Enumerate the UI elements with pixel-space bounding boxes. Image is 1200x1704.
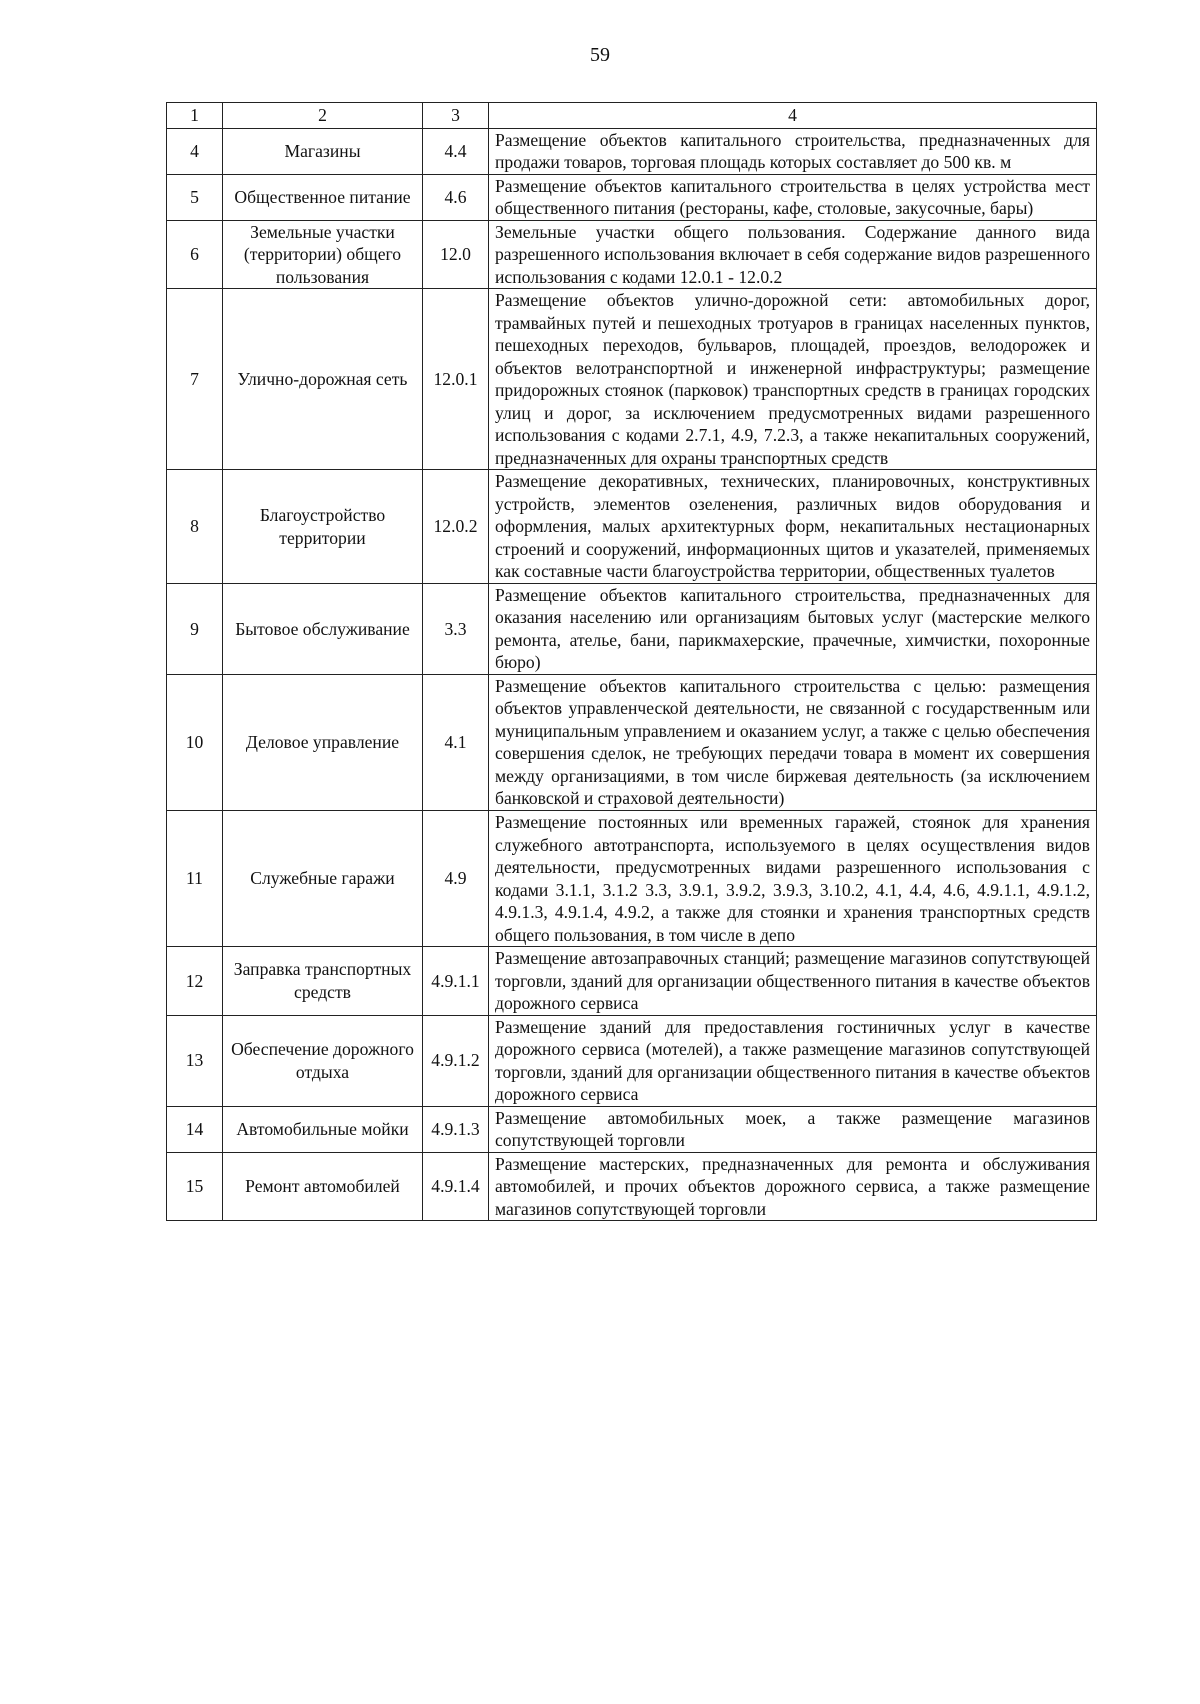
use-type-name: Служебные гаражи — [223, 810, 423, 946]
use-type-code: 3.3 — [423, 583, 489, 674]
use-type-description: Размещение объектов капитального строительства с целью: размещения объектов управленческой деятельности, не связанной с государственным или муниципальным управлением и оказанием услуг, а также с целью обеспечения совершения сделок, не требующих передачи товара в момент их совершения между организациями, в том числе биржевая деятельность (за исключением банковской и страховой деятельности) — [489, 674, 1097, 810]
table-row — [167, 289, 1097, 470]
table-body — [167, 128, 1097, 1221]
use-type-description: Размещение объектов улично-дорожной сети: автомобильных дорог, трамвайных путей и пешеходных тротуаров в границах населенных пунктов, пешеходных переходов, бульваров, площадей, проездов, велодорожек и объектов велотранспортной и инженерной инфраструктуры; размещение придорожных стоянок (парковок) транспортных средств в границах городских улиц и дорог, за исключением предусмотренных видами разрешенного использования с кодами 2.7.1, 4.9, 7.2.3, а также некапитальных сооружений, предназначенных для охраны транспортных средств — [489, 289, 1097, 470]
use-type-code: 4.1 — [423, 674, 489, 810]
use-type-description: Размещение объектов капитального строительства, предназначенных для оказания населению или организациям бытовых услуг (мастерские мелкого ремонта, ателье, бани, парикмахерские, прачечные, химчистки, похоронные бюро) — [489, 583, 1097, 674]
table-row — [167, 220, 1097, 289]
land-use-table — [166, 102, 1097, 1221]
use-type-name: Магазины — [223, 128, 423, 174]
row-number: 6 — [167, 220, 223, 289]
use-type-description: Размещение декоративных, технических, планировочных, конструктивных устройств, элементов озеленения, различных видов оборудования и оформления, малых архитектурных форм, некапитальных нестационарных строений и сооружений, информационных щитов и указателей, применяемых как составные части благоустройства территории, общественных туалетов — [489, 470, 1097, 584]
row-number: 11 — [167, 810, 223, 946]
use-type-description: Земельные участки общего пользования. Содержание данного вида разрешенного использования включает в себя содержание видов разрешенного использования с кодами 12.0.1 - 12.0.2 — [489, 220, 1097, 289]
column-header-4: 4 — [489, 103, 1097, 129]
use-type-code: 12.0.2 — [423, 470, 489, 584]
table-row — [167, 1152, 1097, 1221]
use-type-name: Заправка транспортных средств — [223, 947, 423, 1016]
table-row — [167, 1015, 1097, 1106]
use-type-name: Бытовое обслуживание — [223, 583, 423, 674]
use-type-code: 4.9.1.4 — [423, 1152, 489, 1221]
table-row — [167, 810, 1097, 946]
use-type-name: Общественное питание — [223, 174, 423, 220]
column-header-1: 1 — [167, 103, 223, 129]
use-type-name: Земельные участки (территории) общего пользования — [223, 220, 423, 289]
table-row — [167, 470, 1097, 584]
use-type-name: Деловое управление — [223, 674, 423, 810]
use-type-name: Благоустройство территории — [223, 470, 423, 584]
column-header-3: 3 — [423, 103, 489, 129]
table-row — [167, 128, 1097, 174]
use-type-code: 12.0.1 — [423, 289, 489, 470]
row-number: 15 — [167, 1152, 223, 1221]
row-number: 12 — [167, 947, 223, 1016]
use-type-description: Размещение автозаправочных станций; размещение магазинов сопутствующей торговли, зданий для организации общественного питания в качестве объектов дорожного сервиса — [489, 947, 1097, 1016]
use-type-name: Автомобильные мойки — [223, 1106, 423, 1152]
table-row — [167, 174, 1097, 220]
row-number: 4 — [167, 128, 223, 174]
column-header-2: 2 — [223, 103, 423, 129]
use-type-code: 4.9.1.1 — [423, 947, 489, 1016]
use-type-description: Размещение объектов капитального строительства в целях устройства мест общественного питания (рестораны, кафе, столовые, закусочные, бары) — [489, 174, 1097, 220]
row-number: 5 — [167, 174, 223, 220]
row-number: 9 — [167, 583, 223, 674]
row-number: 7 — [167, 289, 223, 470]
row-number: 14 — [167, 1106, 223, 1152]
use-type-code: 4.9 — [423, 810, 489, 946]
use-type-description: Размещение объектов капитального строительства, предназначенных для продажи товаров, торговая площадь которых составляет до 500 кв. м — [489, 128, 1097, 174]
use-type-description: Размещение зданий для предоставления гостиничных услуг в качестве дорожного сервиса (мотелей), а также размещение магазинов сопутствующей торговли, зданий для организации общественного питания в качестве объектов дорожного сервиса — [489, 1015, 1097, 1106]
page-number: 59 — [590, 44, 610, 66]
use-type-name: Обеспечение дорожного отдыха — [223, 1015, 423, 1106]
row-number: 8 — [167, 470, 223, 584]
table-header-row — [167, 103, 1097, 129]
use-type-name: Ремонт автомобилей — [223, 1152, 423, 1221]
row-number: 13 — [167, 1015, 223, 1106]
table-row — [167, 1106, 1097, 1152]
row-number: 10 — [167, 674, 223, 810]
table-row — [167, 947, 1097, 1016]
use-type-code: 4.9.1.3 — [423, 1106, 489, 1152]
use-type-description: Размещение автомобильных моек, а также размещение магазинов сопутствующей торговли — [489, 1106, 1097, 1152]
use-type-name: Улично-дорожная сеть — [223, 289, 423, 470]
table-row — [167, 674, 1097, 810]
use-type-description: Размещение мастерских, предназначенных для ремонта и обслуживания автомобилей, и прочих объектов дорожного сервиса, а также размещение магазинов сопутствующей торговли — [489, 1152, 1097, 1221]
use-type-description: Размещение постоянных или временных гаражей, стоянок для хранения служебного автотранспорта, используемого в целях осуществления видов деятельности, предусмотренных видами разрешенного использования с кодами 3.1.1, 3.1.2 3.3, 3.9.1, 3.9.2, 3.9.3, 3.10.2, 4.1, 4.4, 4.6, 4.9.1.1, 4.9.1.2, 4.9.1.3, 4.9.1.4, 4.9.2, а также для стоянки и хранения транспортных средств общего пользования, в том числе в депо — [489, 810, 1097, 946]
table-row — [167, 583, 1097, 674]
use-type-code: 4.6 — [423, 174, 489, 220]
use-type-code: 4.9.1.2 — [423, 1015, 489, 1106]
use-type-code: 12.0 — [423, 220, 489, 289]
use-type-code: 4.4 — [423, 128, 489, 174]
